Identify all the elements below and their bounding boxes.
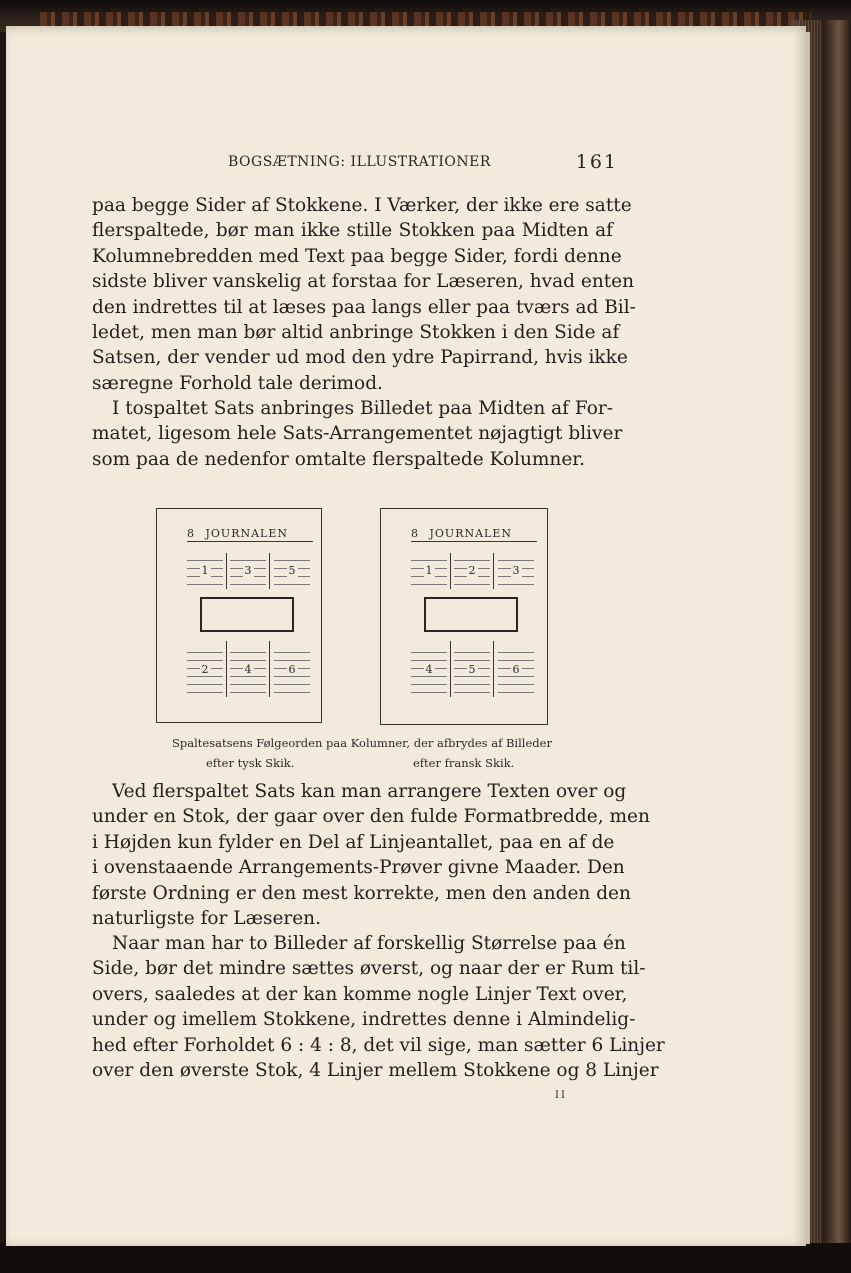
column-rule: [269, 553, 270, 589]
text-line: flerspaltede, bør man ikke stille Stokken paa Midten af: [92, 220, 613, 242]
signature-mark: II: [555, 1090, 567, 1101]
text-line: under en Stok, der gaar over den fulde Formatbredde, men: [92, 806, 650, 828]
text-line: naturligste for Læseren.: [92, 907, 321, 929]
column-number: 2: [201, 663, 209, 676]
text-line: Side, bør det mindre sættes øverst, og naar der er Rum til-: [92, 958, 646, 980]
column-rule: [226, 553, 227, 589]
text-line: sidste bliver vanskelig at forstaa for Læseren, hvad enten: [92, 271, 635, 293]
column-block: [187, 553, 223, 589]
text-line: hed efter Forholdet 6 : 4 : 8, det vil sige, man sætter 6 Linjer: [92, 1034, 665, 1056]
figure-header: [187, 527, 313, 542]
illustration-block: [200, 597, 294, 632]
column-rule: [450, 553, 451, 589]
text-line: matet, ligesom hele Sats-Arrangementet nøjagtigt bliver: [92, 423, 623, 445]
column-number: 5: [288, 564, 296, 577]
paragraph-4: [92, 931, 665, 1083]
column-rule: [493, 641, 494, 697]
paragraph-1: [92, 193, 636, 396]
column-block: [411, 553, 447, 589]
figure-header-title: JOURNALEN: [429, 527, 513, 540]
text-line: som paa de nedenfor omtalte flerspaltede Kolumner.: [92, 448, 585, 470]
column-number: 3: [512, 564, 520, 577]
page-number: 161: [575, 151, 618, 173]
text-line: den indrettes til at læses paa langs eller paa tværs ad Bil-: [92, 296, 636, 318]
figure-header: [411, 527, 537, 542]
column-block: [411, 645, 447, 695]
figure-caption: Spaltesatsens Følgeorden paa Kolumner, der afbrydes af Billeder: [172, 736, 552, 750]
figure-french-layout: [380, 508, 548, 725]
column-block: [454, 645, 490, 695]
text-line: i Højden kun fylder en Del af Linjeantallet, paa en af de: [92, 831, 615, 853]
paragraph-3: [92, 779, 650, 931]
book-bottom-edge: [0, 1243, 851, 1273]
text-line: overs, saaledes at der kan komme nogle Linjer Text over,: [92, 983, 628, 1005]
column-number: 1: [201, 564, 209, 577]
text-line: i ovenstaaende Arrangements-Prøver givne Maader. Den: [92, 857, 625, 879]
column-number: 1: [425, 564, 433, 577]
column-rule: [493, 553, 494, 589]
illustration-block: [424, 597, 518, 632]
column-block: [230, 645, 266, 695]
text-line: Ved flerspaltet Sats kan man arrangere Texten over og: [112, 781, 627, 802]
column-number: 2: [468, 564, 476, 577]
figure-page-number: 8: [411, 527, 419, 540]
running-head-title: BOGSÆTNING: ILLUSTRATIONER: [228, 154, 491, 170]
caption-right-sub: efter fransk Skik.: [413, 756, 515, 770]
text-line: under og imellem Stokkene, indrettes denne i Almindelig-: [92, 1009, 636, 1031]
text-line: særegne Forhold tale derimod.: [92, 372, 383, 394]
column-rule: [226, 641, 227, 697]
column-number: 4: [425, 663, 433, 676]
column-rule: [450, 641, 451, 697]
text-line: I tospaltet Sats anbringes Billedet paa Midten af For-: [112, 398, 613, 419]
running-head: [228, 151, 618, 175]
text-line: Satsen, der vender ud mod den ydre Papirrand, hvis ikke: [92, 347, 628, 369]
column-number: 5: [468, 663, 476, 676]
cover-pattern: [40, 12, 811, 26]
figure-header-title: JOURNALEN: [205, 527, 289, 540]
figure-german-layout: [156, 508, 322, 723]
column-rule: [269, 641, 270, 697]
caption-left-sub: efter tysk Skik.: [206, 756, 295, 770]
column-block: [274, 645, 310, 695]
text-line: Naar man har to Billeder af forskellig Størrelse paa én: [112, 933, 626, 954]
column-block: [498, 553, 534, 589]
column-block: [498, 645, 534, 695]
text-line: første Ordning er den mest korrekte, men den anden den: [92, 882, 631, 904]
text-line: over den øverste Stok, 4 Linjer mellem Stokkene og 8 Linjer: [92, 1059, 659, 1081]
column-block: [187, 645, 223, 695]
text-line: ledet, men man bør altid anbringe Stokken i den Side af: [92, 321, 620, 343]
column-block: [274, 553, 310, 589]
column-number: 4: [244, 663, 252, 676]
column-number: 6: [288, 663, 296, 676]
paragraph-2: [92, 396, 623, 472]
column-block: [454, 553, 490, 589]
text-line: paa begge Sider af Stokkene. I Værker, der ikke ere satte: [92, 195, 632, 216]
column-block: [230, 553, 266, 589]
column-number: 3: [244, 564, 252, 577]
figure-page-number: 8: [187, 527, 195, 540]
text-line: Kolumnebredden med Text paa begge Sider, fordi denne: [92, 245, 622, 267]
column-number: 6: [512, 663, 520, 676]
